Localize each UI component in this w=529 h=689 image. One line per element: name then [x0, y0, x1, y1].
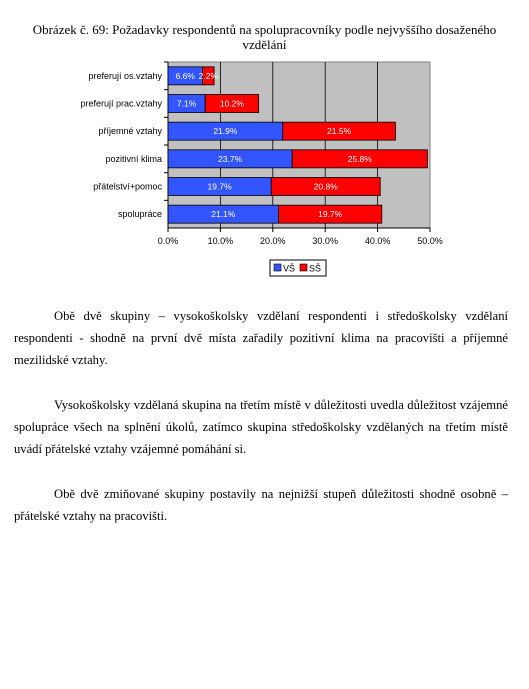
figure-caption: Obrázek č. 69: Požadavky respondentů na spolupracovníky podle nejvyššího dosaženého vzdělání: [32, 22, 497, 52]
data-label: 6.6%: [175, 70, 195, 81]
x-tick-label: 0.0%: [157, 236, 179, 246]
paragraph-3: Obě dvě zmiňované skupiny postavily na nejnižší stupeň důležitosti shodně osobně – přátelské vztahy na pracovišti.: [14, 487, 508, 523]
x-tick-label: 40.0%: [364, 236, 391, 246]
x-tick-label: 50.0%: [417, 236, 443, 246]
data-label: 21.1%: [211, 209, 236, 220]
data-label: 20.8%: [313, 181, 338, 192]
x-tick-label: 10.0%: [207, 236, 234, 246]
stacked-bar-chart: [0, 0, 529, 290]
category-label: spolupráce: [117, 209, 162, 220]
x-tick-label: 30.0%: [312, 236, 338, 246]
data-label: 19.7%: [318, 209, 343, 220]
category-label: pozitivní klima: [105, 153, 162, 164]
data-label: 2.2%: [198, 70, 219, 81]
legend-label: VŠ: [283, 263, 296, 274]
category-label: přátelství+pomoc: [93, 181, 162, 192]
data-label: 23.7%: [218, 153, 243, 164]
data-label: 21.5%: [327, 126, 352, 137]
data-label: 21.9%: [213, 126, 238, 137]
category-label: příjemné vztahy: [98, 126, 162, 137]
data-label: 10.2%: [219, 98, 244, 109]
legend-label: SŠ: [309, 263, 322, 274]
legend-swatch: [300, 264, 307, 271]
category-label: preferují os.vztahy: [88, 70, 162, 81]
legend-swatch: [274, 264, 281, 271]
category-label: preferují prac.vztahy: [80, 98, 162, 109]
paragraph-2: Vysokoškolsky vzdělaná skupina na třetím místě v důležitosti uvedla důležitost vzájemné spolupráce všech na splnění úkolů, zatímco skupina středoškolsky vzdělaných na třetím místě uvádí přátelské vztahy vzájemné pomáhání si.: [14, 398, 508, 456]
paragraph-1: Obě dvě skupiny – vysokoškolsky vzdělaní respondenti i středoškolsky vzdělaní respondenti - shodně na první dvě místa zařadily pozitivní klima na pracovišti a příjemné mezilidské vztahy.: [14, 309, 508, 367]
x-tick-label: 20.0%: [260, 236, 286, 246]
data-label: 19.7%: [207, 181, 232, 192]
plot-area: [168, 62, 430, 228]
data-label: 25.8%: [347, 153, 372, 164]
data-label: 7.1%: [176, 98, 197, 109]
